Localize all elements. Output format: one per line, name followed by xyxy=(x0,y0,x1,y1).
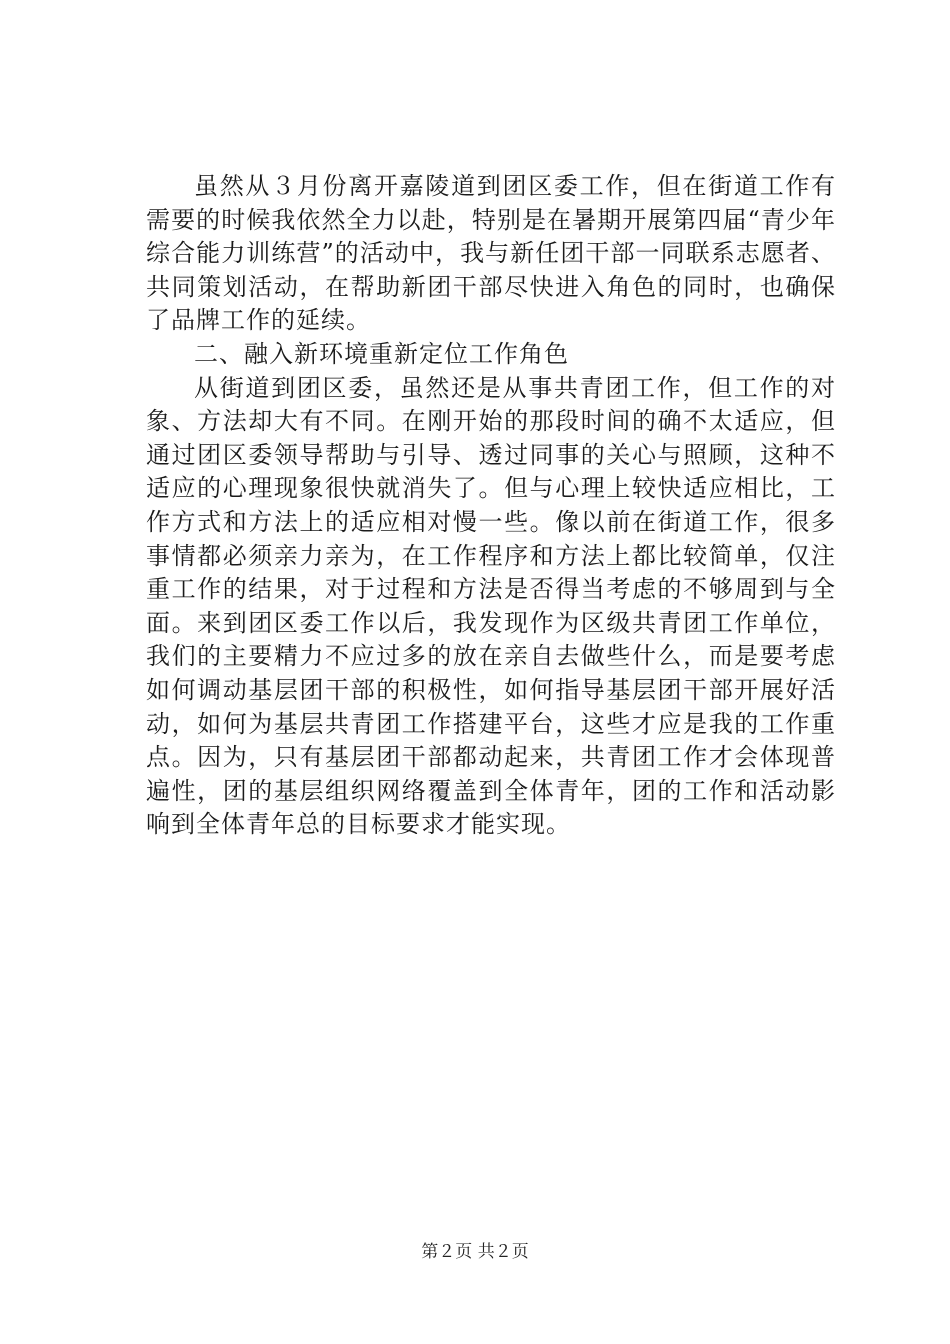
paragraph-new-role: 从街道到团区委，虽然还是从事共青团工作，但工作的对象、方法却大有不同。在刚开始的那段时间的确不太适应，但通过团区委领导帮助与引导、透过同事的关心与照顾，这种不适应的心理现象很快就消失了。但与心理上较快适应相比，工作方式和方法上的适应相对慢一些。像以前在街道工作，很多事情都必须亲力亲为，在工作程序和方法上都比较简单，仅注重工作的结果，对于过程和方法是否得当考虑的不够周到与全面。来到团区委工作以后，我发现作为区级共青团工作单位，我们的主要精力不应过多的放在亲自去做些什么，而是要考虑如何调动基层团干部的积极性，如何指导基层团干部开展好活动，如何为基层共青团工作搭建平台，这些才应是我的工作重点。因为，只有基层团干部都动起来，共青团工作才会体现普遍性，团的基层组织网络覆盖到全体青年，团的工作和活动影响到全体青年总的目标要求才能实现。 xyxy=(146,373,836,839)
section-heading: 二、融入新环境重新定位工作角色 xyxy=(194,339,569,368)
paragraph-volunteer-work: 虽然从３月份离开嘉陵道到团区委工作，但在街道工作有需要的时候我依然全力以赴，特别是在暑期开展第四届“青少年综合能力训练营”的活动中，我与新任团干部一同联系志愿者、共同策划活动，在帮助新团干部尽快进入角色的同时，也确保了品牌工作的延续。 xyxy=(146,172,836,335)
page-footer: 第２页 共２页 xyxy=(421,1242,529,1262)
document-body xyxy=(146,170,836,842)
